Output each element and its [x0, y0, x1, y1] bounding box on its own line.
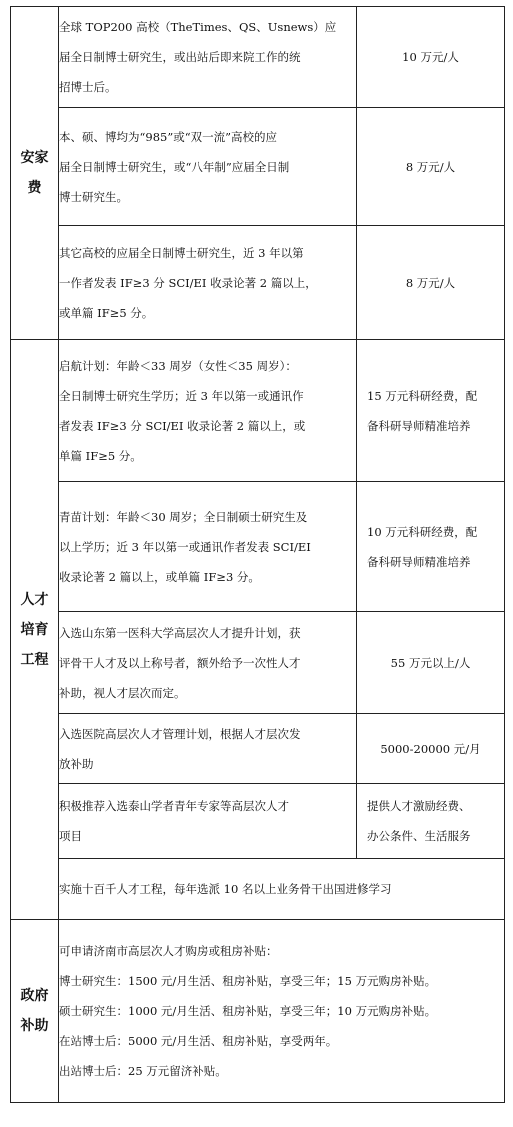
amount-line: 备科研导师精准培养: [367, 554, 471, 569]
table-row: [11, 108, 505, 226]
row-description: [59, 108, 357, 226]
table-row: [11, 784, 505, 859]
benefits-table: [10, 6, 505, 1103]
desc-line: 一作者发表 IF≥3 分 SCI/EI 收录论著 2 篇以上，: [59, 275, 317, 290]
category-line: 培育: [20, 621, 49, 638]
row-amount: [357, 108, 505, 226]
category-line: 费: [27, 180, 42, 196]
category-cell-talent-program: [11, 340, 59, 920]
category-line: 人才: [20, 591, 49, 608]
category-line: 补助: [20, 1018, 49, 1034]
row-amount: [357, 226, 505, 340]
amount-line: 5000-20000 元/月: [380, 741, 481, 756]
amount-line: 办公条件、生活服务: [367, 829, 471, 843]
full-row-line: 博士研究生：1500 元/月生活、租房补贴，享受三年；15 万元购房补贴。: [59, 974, 437, 988]
desc-line: 或单篇 IF≥5 分。: [59, 305, 154, 320]
desc-line: 青苗计划：年龄＜30 周岁；全日制硕士研究生及: [59, 509, 308, 524]
row-description: [59, 226, 357, 340]
category-line: 政府: [20, 988, 49, 1004]
row-amount: [357, 714, 505, 784]
row-amount: [357, 784, 505, 859]
desc-line: 全球 TOP200 高校（TheTimes、QS、Usnews）应: [59, 20, 337, 34]
table-row: [11, 714, 505, 784]
full-row-line: 可申请济南市高层次人才购房或租房补贴：: [59, 944, 278, 958]
table-row: [11, 920, 505, 1103]
row-full-width: [59, 920, 505, 1103]
row-description: [59, 612, 357, 714]
desc-line: 招博士后。: [59, 80, 117, 94]
row-amount: [357, 7, 505, 108]
row-amount: [357, 340, 505, 482]
full-row-line: 出站博士后：25 万元留济补贴。: [59, 1064, 227, 1078]
desc-line: 本、硕、博均为“985”或“双一流”高校的应: [59, 129, 277, 144]
row-description: [59, 482, 357, 612]
amount-line: 8 万元/人: [405, 159, 456, 174]
desc-line: 入选医院高层次人才管理计划，根据人才层次发: [59, 726, 301, 741]
category-line: 工程: [20, 651, 49, 668]
desc-line: 积极推荐入选泰山学者青年专家等高层次人才: [59, 799, 289, 813]
category-line: 安家: [20, 150, 49, 166]
full-row-line: 硕士研究生：1000 元/月生活、租房补贴，享受三年；10 万元购房补贴。: [59, 1004, 437, 1018]
desc-line: 启航计划：年龄＜33 周岁（女性＜35 周岁）：: [59, 358, 297, 373]
table-row: [11, 340, 505, 482]
desc-line: 博士研究生。: [59, 189, 128, 204]
amount-line: 8 万元/人: [405, 275, 456, 290]
desc-line: 届全日制博士研究生，或“八年制”应届全日制: [59, 159, 290, 174]
desc-line: 其它高校的应届全日制博士研究生，近 3 年以第: [59, 245, 304, 260]
row-description: [59, 7, 357, 108]
row-amount: [357, 612, 505, 714]
desc-line: 收录论著 2 篇以上，或单篇 IF≥3 分。: [59, 569, 260, 584]
desc-line: 放补助: [59, 756, 94, 771]
row-description: [59, 714, 357, 784]
table-row: [11, 859, 505, 920]
desc-line: 项目: [59, 829, 82, 843]
row-full-width: [59, 859, 505, 920]
table-row: [11, 612, 505, 714]
table-row: [11, 7, 505, 108]
desc-line: 全日制博士研究生学历；近 3 年以第一或通讯作: [59, 388, 304, 403]
row-description: [59, 784, 357, 859]
desc-line: 评骨干人才及以上称号者，额外给予一次性人才: [59, 655, 301, 670]
desc-line: 届全日制博士研究生，或出站后即来院工作的统: [59, 50, 301, 64]
category-cell-settlement: [11, 7, 59, 340]
full-row-text: 实施十百千人才工程，每年选派 10 名以上业务骨干出国进修学习: [59, 882, 392, 896]
amount-line: 15 万元科研经费，配: [367, 388, 478, 403]
amount-line: 55 万元以上/人: [390, 655, 471, 670]
desc-line: 者发表 IF≥3 分 SCI/EI 收录论著 2 篇以上，或: [59, 418, 306, 433]
desc-line: 补助，视人才层次而定。: [59, 685, 186, 700]
category-cell-government-subsidy: [11, 920, 59, 1103]
desc-line: 以上学历；近 3 年以第一或通讯作者发表 SCI/EI: [59, 539, 311, 554]
row-amount: [357, 482, 505, 612]
table-row: [11, 226, 505, 340]
desc-line: 入选山东第一医科大学高层次人才提升计划，获: [59, 625, 301, 640]
row-description: [59, 340, 357, 482]
amount-line: 备科研导师精准培养: [367, 418, 471, 433]
full-row-line: 在站博士后：5000 元/月生活、租房补贴，享受两年。: [59, 1034, 338, 1048]
amount-line: 10 万元/人: [402, 50, 459, 64]
amount-line: 提供人才激励经费、: [367, 799, 471, 813]
amount-line: 10 万元科研经费，配: [367, 524, 478, 539]
table-row: [11, 482, 505, 612]
desc-line: 单篇 IF≥5 分。: [59, 448, 142, 463]
